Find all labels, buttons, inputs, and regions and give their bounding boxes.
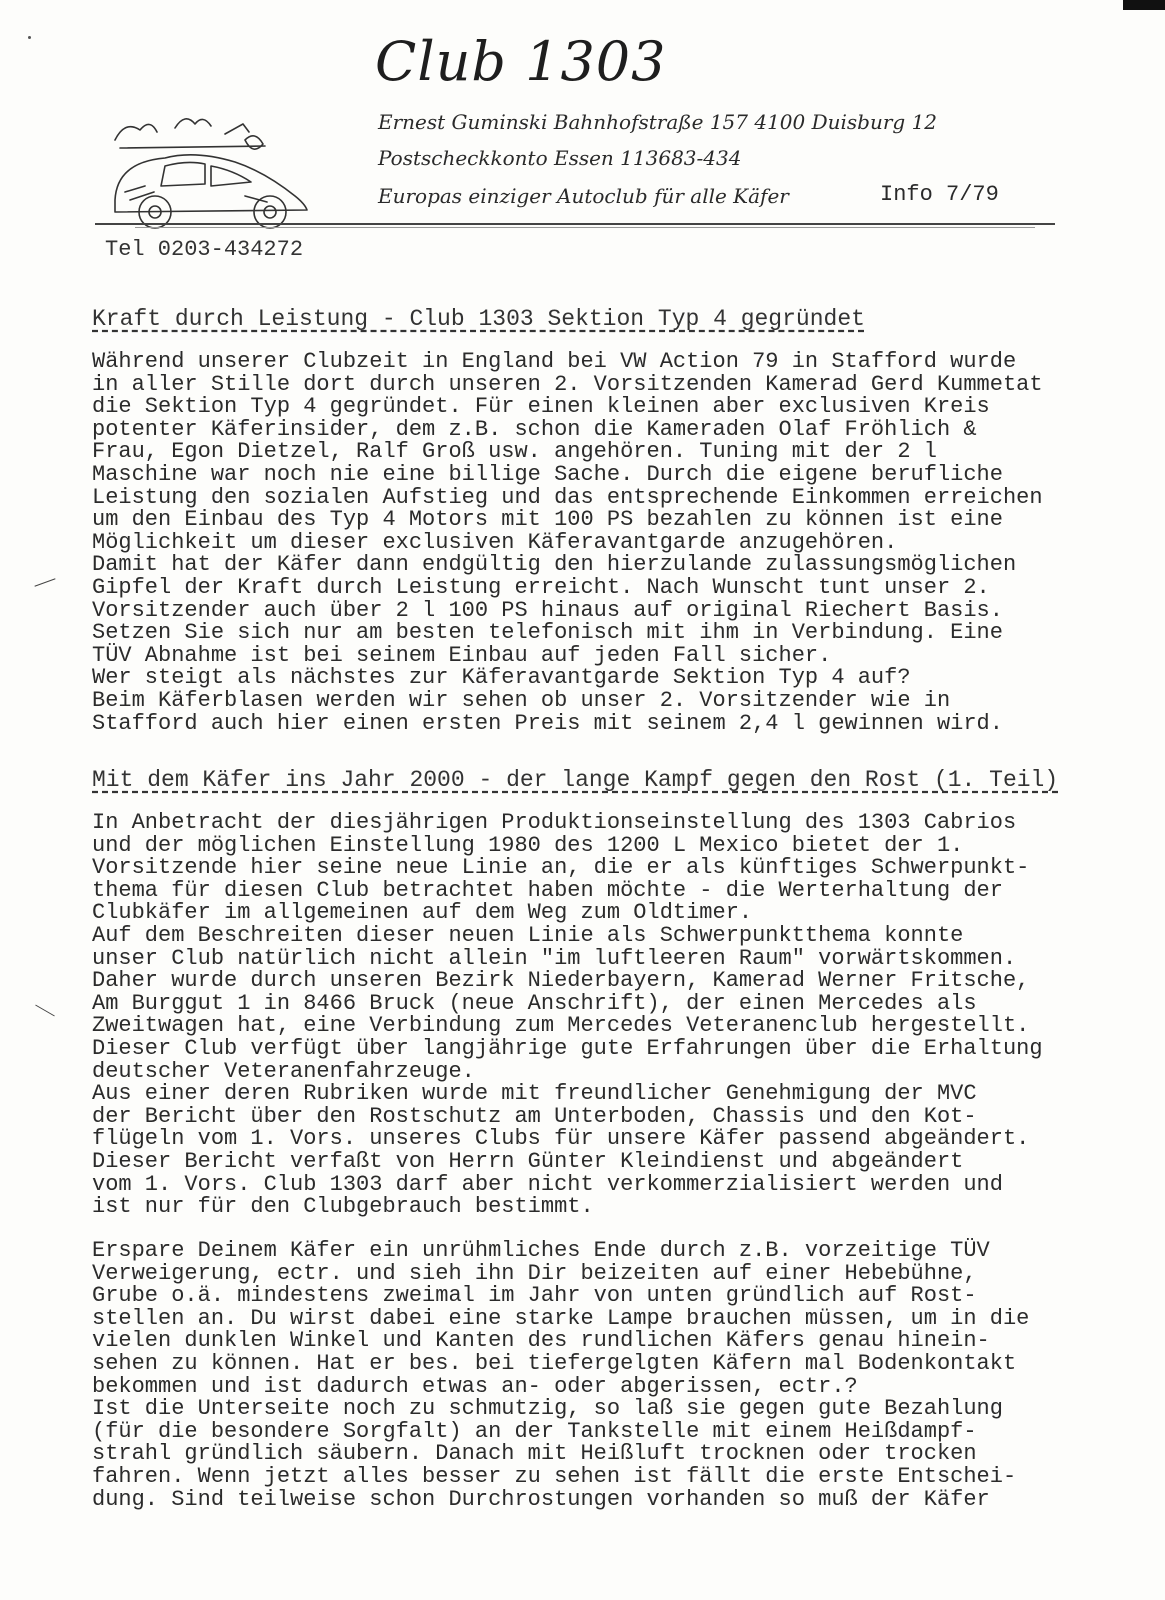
- text-line: thema für diesen Club betrachtet haben möchte - die Werterhaltung der: [92, 877, 1003, 903]
- text-line: Möglichkeit um dieser exclusiven Käferavantgarde anzugehören.: [92, 529, 898, 555]
- text-line: Dieser Club verfügt über langjährige gute Erfahrungen über die Erhaltung: [92, 1035, 1043, 1061]
- text-line: Ist die Unterseite noch zu schmutzig, so laß sie gegen gute Bezahlung: [92, 1396, 1003, 1422]
- section-heading-typ4: Kraft durch Leistung - Club 1303 Sektion Typ 4 gegründet: [92, 306, 865, 332]
- text-line: die Sektion Typ 4 gegründet. Für einen kleinen aber exclusiven Kreis: [92, 394, 990, 420]
- text-line: strahl gründlich säubern. Danach mit Heißluft trocknen oder trocken: [92, 1441, 977, 1467]
- text-line: Aus einer deren Rubriken wurde mit freundlicher Genehmigung der MVC: [92, 1081, 977, 1107]
- header-divider: [95, 223, 1055, 225]
- text-line: unser Club natürlich nicht allein "im luftleeren Raum" vorwärtskommen.: [92, 945, 1017, 971]
- text-line: fahren. Wenn jetzt alles besser zu sehen ist fällt die erste Entschei-: [92, 1463, 1017, 1489]
- text-line: ist nur für den Clubgebrauch bestimmt.: [92, 1194, 594, 1220]
- margin-pen-mark: [35, 1005, 55, 1017]
- beetle-car-icon: [95, 100, 325, 230]
- text-line: Verweigerung, ectr. und sieh ihn Dir beizeiten auf einer Hebebühne,: [92, 1260, 977, 1286]
- section-heading-rust: Mit dem Käfer ins Jahr 2000 - der lange Kampf gegen den Rost (1. Teil): [92, 767, 1059, 793]
- letterhead: [95, 30, 1055, 220]
- text-line: bekommen und ist dadurch etwas an- oder abgerissen, ectr.?: [92, 1373, 858, 1399]
- text-line: sehen zu können. Hat er bes. bei tiefergelgten Käfern mal Bodenkontakt: [92, 1350, 1017, 1376]
- text-line: Erspare Deinem Käfer ein unrühmliches Ende durch z.B. vorzeitige TÜV: [92, 1238, 990, 1263]
- text-line: Wer steigt als nächstes zur Käferavantgarde Sektion Typ 4 auf?: [92, 665, 911, 691]
- section-body-rust: [92, 812, 1092, 1219]
- text-line: Clubkäfer im allgemeinen auf dem Weg zum Oldtimer.: [92, 900, 753, 926]
- text-line: Auf dem Beschreiten dieser neuen Linie als Schwerpunktthema konnte: [92, 922, 964, 948]
- text-line: Vorsitzender auch über 2 l 100 PS hinaus auf original Riechert Basis.: [92, 597, 1003, 623]
- text-line: Damit hat der Käfer dann endgültig den hierzulande zulassungsmöglichen: [92, 552, 1017, 578]
- text-line: Gipfel der Kraft durch Leistung erreicht. Nach Wunscht tunt unser 2.: [92, 574, 990, 600]
- phone-number: Tel 0203-434272: [105, 237, 304, 262]
- text-line: TÜV Abnahme ist bei seinem Einbau auf jeden Fall sicher.: [92, 642, 832, 668]
- text-line: Daher wurde durch unseren Bezirk Niederbayern, Kamerad Werner Fritsche,: [92, 968, 1030, 994]
- text-line: und der möglichen Einstellung 1980 des 1200 L Mexico bietet der 1.: [92, 832, 964, 858]
- text-line: Am Burggut 1 in 8466 Bruck (neue Anschrift), der einen Mercedes als: [92, 990, 977, 1016]
- header-divider-secondary: [135, 227, 1035, 228]
- account-line: Postscheckkonto Essen 113683-434: [378, 146, 742, 170]
- info-issue-label: Info 7/79: [880, 182, 999, 207]
- text-line: Beim Käferblasen werden wir sehen ob unser 2. Vorsitzender wie in: [92, 687, 951, 713]
- scan-speck: [28, 36, 31, 39]
- text-line: Frau, Egon Dietzel, Ralf Groß usw. angehören. Tuning mit der 2 l: [92, 439, 937, 465]
- text-line: (für die besondere Sorgfalt) an der Tankstelle mit einem Heißdampf-: [92, 1418, 977, 1444]
- section-body-typ4: [92, 351, 1092, 735]
- text-line: vielen dunklen Winkel und Kanten des rundlichen Käfers genau hinein-: [92, 1328, 990, 1354]
- text-line: Setzen Sie sich nur am besten telefonisch mit ihm in Verbindung. Eine: [92, 620, 1003, 646]
- text-line: In Anbetracht der diesjährigen Produktionseinstellung des 1303 Cabrios: [92, 810, 1017, 835]
- text-line: Grube o.ä. mindestens zweimal im Jahr von unten gründlich auf Rost-: [92, 1283, 977, 1309]
- scan-corner-mark: [1123, 0, 1165, 10]
- text-line: Während unserer Clubzeit in England bei VW Action 79 in Stafford wurde: [92, 349, 1017, 374]
- margin-pen-mark: [34, 578, 55, 586]
- text-line: Vorsitzende hier seine neue Linie an, die er als künftiges Schwerpunkt-: [92, 855, 1030, 881]
- text-line: in aller Stille dort durch unseren 2. Vorsitzenden Kamerad Gerd Kummetat: [92, 371, 1043, 397]
- slogan-line: Europas einziger Autoclub für alle Käfer: [378, 184, 789, 208]
- text-line: Maschine war noch nie eine billige Sache. Durch die eigene berufliche: [92, 461, 1003, 487]
- text-line: dung. Sind teilweise schon Durchrostungen vorhanden so muß der Käfer: [92, 1486, 990, 1512]
- text-line: vom 1. Vors. Club 1303 darf aber nicht verkommerzialisiert werden und: [92, 1171, 1003, 1197]
- text-line: Stafford auch hier einen ersten Preis mit seinem 2,4 l gewinnen wird.: [92, 710, 1003, 736]
- text-line: der Bericht über den Rostschutz am Unterboden, Chassis und den Kot-: [92, 1103, 977, 1129]
- text-line: um den Einbau des Typ 4 Motors mit 100 PS bezahlen zu können ist eine: [92, 507, 1003, 533]
- address-line: Ernest Guminski Bahnhofstraße 157 4100 Duisburg 12: [378, 110, 938, 134]
- text-line: Leistung den sozialen Aufstieg und das entsprechende Einkommen erreichen: [92, 484, 1043, 510]
- text-line: flügeln vom 1. Vors. unseres Clubs für unsere Käfer passend abgeändert.: [92, 1126, 1030, 1152]
- text-line: potenter Käferinsider, dem z.B. schon die Kameraden Olaf Fröhlich &: [92, 416, 977, 442]
- section-body-inspection: [92, 1240, 1092, 1511]
- text-line: deutscher Veteranenfahrzeuge.: [92, 1058, 475, 1084]
- club-logo-title: Club 1303: [375, 30, 667, 93]
- text-line: Dieser Bericht verfaßt von Herrn Günter Kleindienst und abgeändert: [92, 1148, 964, 1174]
- text-line: stellen an. Du wirst dabei eine starke Lampe brauchen müssen, um in die: [92, 1305, 1030, 1331]
- text-line: Zweitwagen hat, eine Verbindung zum Mercedes Veteranenclub hergestellt.: [92, 1013, 1030, 1039]
